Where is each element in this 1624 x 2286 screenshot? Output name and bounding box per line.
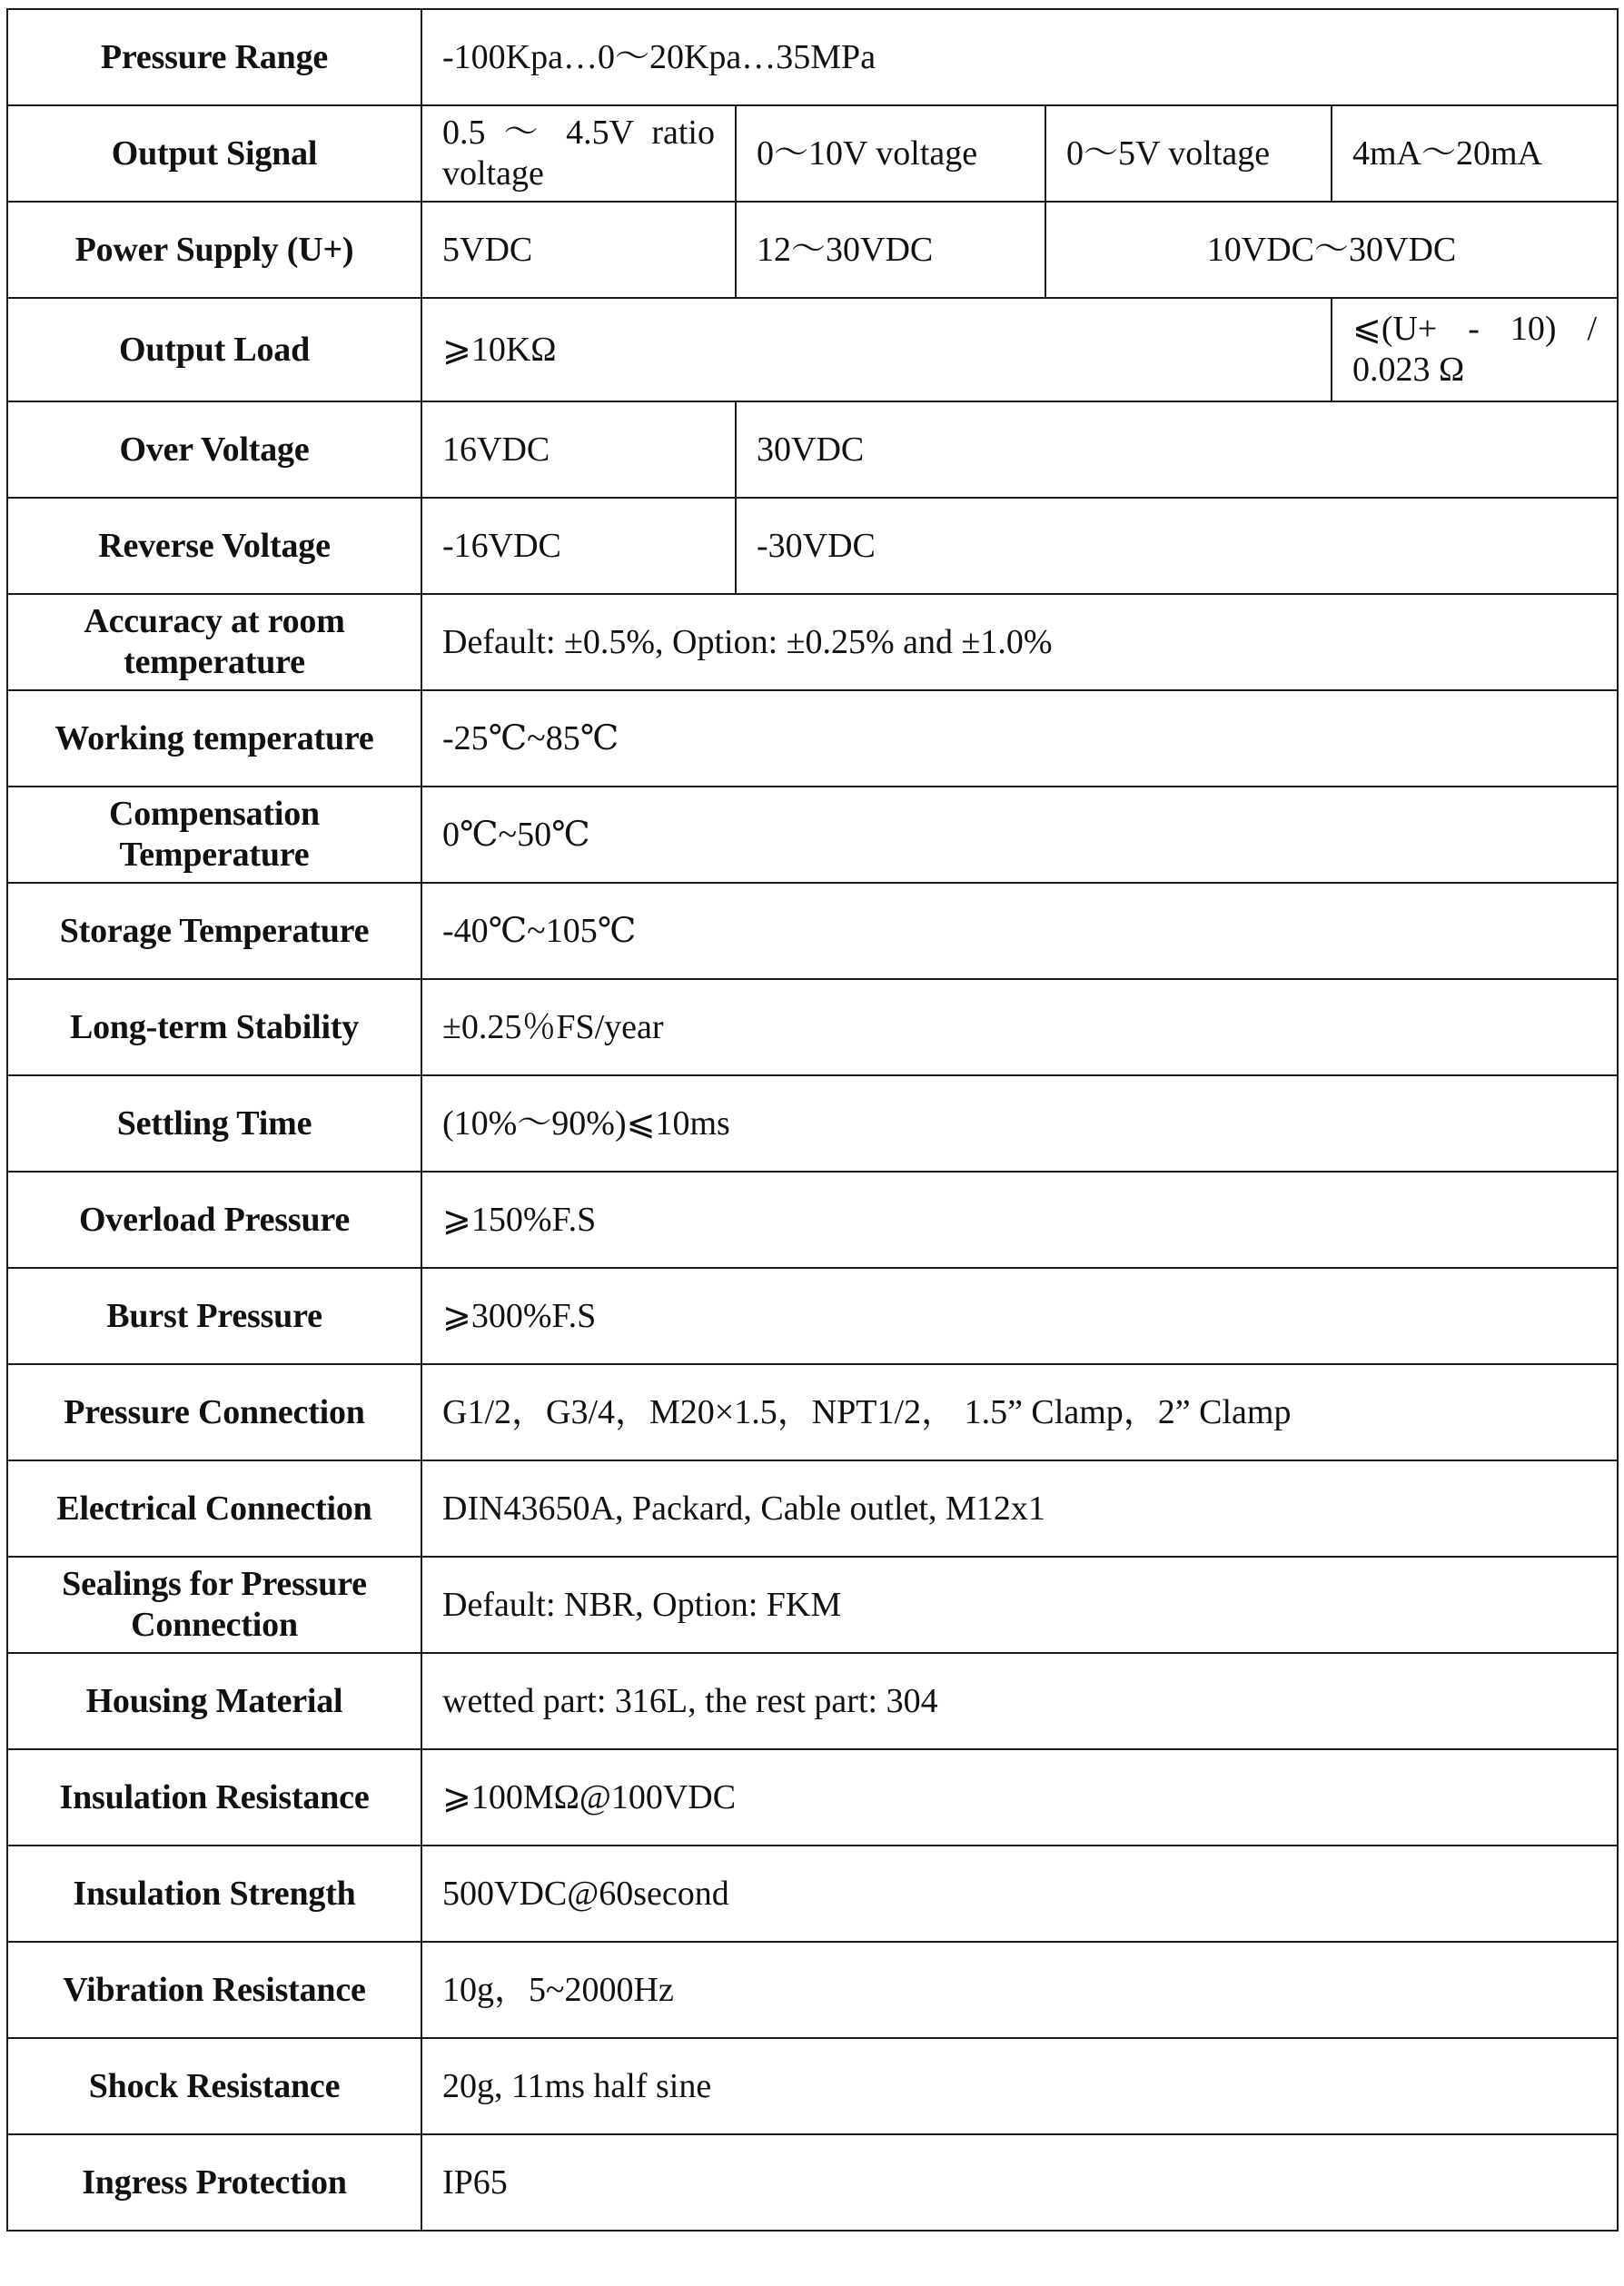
label-overload-pressure: Overload Pressure [7,1172,421,1268]
value-accuracy: Default: ±0.5%, Option: ±0.25% and ±1.0% [421,594,1618,690]
label-pressure-range: Pressure Range [7,9,421,105]
label-housing-material: Housing Material [7,1653,421,1749]
row-compensation-temperature [7,787,1618,883]
label-shock-resistance: Shock Resistance [7,2038,421,2134]
row-ingress-protection [7,2134,1618,2231]
row-output-load [7,298,1618,401]
value-insulation-resistance: ⩾100MΩ@100VDC [421,1749,1618,1846]
row-settling-time [7,1075,1618,1172]
row-reverse-voltage [7,498,1618,594]
value-power-supply-12-30v: 12～30VDC [736,202,1045,298]
value-reverse-voltage-16: -16VDC [421,498,736,594]
value-sealings: Default: NBR, Option: FKM [421,1557,1618,1653]
value-output-signal-10v: 0～10V voltage [736,105,1045,202]
label-reverse-voltage: Reverse Voltage [7,498,421,594]
row-storage-temperature [7,883,1618,979]
value-storage-temperature: -40℃~105℃ [421,883,1618,979]
label-output-load: Output Load [7,298,421,401]
value-power-supply-10-30v: 10VDC～30VDC [1045,202,1618,298]
label-output-signal: Output Signal [7,105,421,202]
label-long-term-stability: Long-term Stability [7,979,421,1075]
value-settling-time: (10%～90%)⩽10ms [421,1075,1618,1172]
value-shock-resistance: 20g, 11ms half sine [421,2038,1618,2134]
value-insulation-strength: 500VDC@60second [421,1846,1618,1942]
row-long-term-stability [7,979,1618,1075]
label-settling-time: Settling Time [7,1075,421,1172]
value-over-voltage-30: 30VDC [736,401,1618,498]
spec-table [6,8,1619,2232]
row-accuracy [7,594,1618,690]
label-burst-pressure: Burst Pressure [7,1268,421,1364]
label-sealings: Sealings for Pressure Connection [7,1557,421,1653]
row-housing-material [7,1653,1618,1749]
value-over-voltage-16: 16VDC [421,401,736,498]
value-burst-pressure: ⩾300%F.S [421,1268,1618,1364]
row-electrical-connection [7,1460,1618,1557]
row-insulation-resistance [7,1749,1618,1846]
value-housing-material: wetted part: 316L, the rest part: 304 [421,1653,1618,1749]
value-electrical-connection: DIN43650A, Packard, Cable outlet, M12x1 [421,1460,1618,1557]
value-long-term-stability: ±0.25％FS/year [421,979,1618,1075]
value-pressure-range: -100Kpa…0～20Kpa…35MPa [421,9,1618,105]
value-ingress-protection: IP65 [421,2134,1618,2231]
label-storage-temperature: Storage Temperature [7,883,421,979]
label-power-supply: Power Supply (U+) [7,202,421,298]
row-power-supply [7,202,1618,298]
row-output-signal [7,105,1618,202]
value-pressure-connection: G1/2，G3/4，M20×1.5，NPT1/2， 1.5” Clamp，2” Clamp [421,1364,1618,1460]
value-reverse-voltage-30: -30VDC [736,498,1618,594]
label-vibration-resistance: Vibration Resistance [7,1942,421,2038]
value-overload-pressure: ⩾150%F.S [421,1172,1618,1268]
label-electrical-connection: Electrical Connection [7,1460,421,1557]
row-shock-resistance [7,2038,1618,2134]
row-pressure-connection [7,1364,1618,1460]
label-over-voltage: Over Voltage [7,401,421,498]
label-ingress-protection: Ingress Protection [7,2134,421,2231]
value-power-supply-5v: 5VDC [421,202,736,298]
label-insulation-resistance: Insulation Resistance [7,1749,421,1846]
label-insulation-strength: Insulation Strength [7,1846,421,1942]
value-output-load-voltage: ⩾10KΩ [421,298,1332,401]
value-output-load-current: ⩽(U+ - 10) / 0.023 Ω [1332,298,1618,401]
row-insulation-strength [7,1846,1618,1942]
row-overload-pressure [7,1172,1618,1268]
row-pressure-range [7,9,1618,105]
row-vibration-resistance [7,1942,1618,2038]
label-compensation-temperature: Compensation Temperature [7,787,421,883]
value-output-signal-current: 4mA～20mA [1332,105,1618,202]
value-working-temperature: -25℃~85℃ [421,690,1618,787]
row-over-voltage [7,401,1618,498]
row-working-temperature [7,690,1618,787]
value-output-signal-ratio: 0.5 ～ 4.5V ratio voltage [421,105,736,202]
row-sealings [7,1557,1618,1653]
value-output-signal-5v: 0～5V voltage [1045,105,1332,202]
value-vibration-resistance: 10g，5~2000Hz [421,1942,1618,2038]
label-working-temperature: Working temperature [7,690,421,787]
label-pressure-connection: Pressure Connection [7,1364,421,1460]
label-accuracy: Accuracy at room temperature [7,594,421,690]
row-burst-pressure [7,1268,1618,1364]
value-compensation-temperature: 0℃~50℃ [421,787,1618,883]
